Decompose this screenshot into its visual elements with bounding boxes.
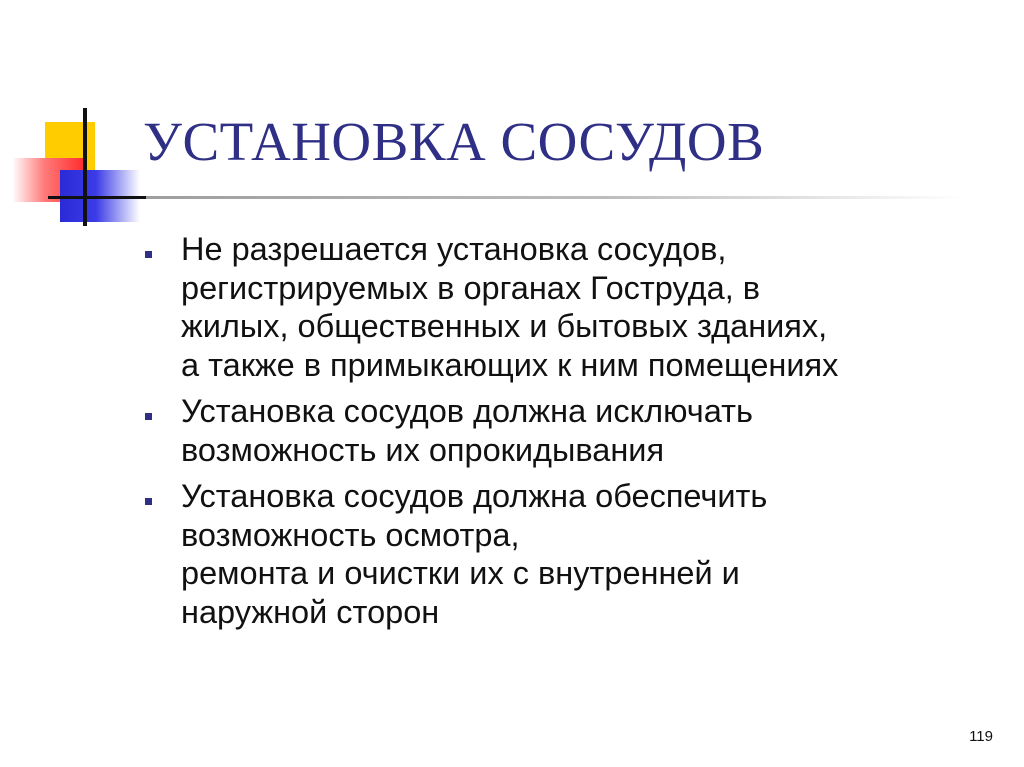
ornament-horizontal-line xyxy=(48,196,146,199)
bullet-list xyxy=(140,230,1010,639)
ornament-vertical-line xyxy=(83,108,87,226)
slide-title: УСТАНОВКА СОСУДОВ xyxy=(143,111,765,172)
bullet-line: Установка сосудов должна исключать xyxy=(181,393,753,429)
square-bullet-icon xyxy=(145,498,152,505)
bullet-line: Не разрешается установка сосудов, xyxy=(181,231,727,267)
bullet-item xyxy=(140,230,1010,384)
page-number: 119 xyxy=(969,728,993,745)
bullet-item xyxy=(140,477,1010,631)
bullet-item xyxy=(140,392,1010,469)
bullet-line: а также в примыкающих к ним помещениях xyxy=(181,346,839,383)
bullet-line: регистрируемых в органах Гострудa, в xyxy=(181,269,761,306)
bullet-line: наружной сторон xyxy=(181,593,440,630)
bullet-line: жилых, общественных и бытовых зданиях, xyxy=(181,308,828,344)
bullet-line: Установка сосудов должна обеспечить xyxy=(181,478,768,514)
title-underline xyxy=(84,196,964,199)
bullet-line: ремонта и очистки их с внутренней и xyxy=(181,555,740,591)
bullet-line: возможность их опрокидывания xyxy=(181,431,665,468)
square-bullet-icon xyxy=(145,413,152,420)
square-bullet-icon xyxy=(145,251,152,258)
bullet-line: возможность осмотра, xyxy=(181,516,520,553)
